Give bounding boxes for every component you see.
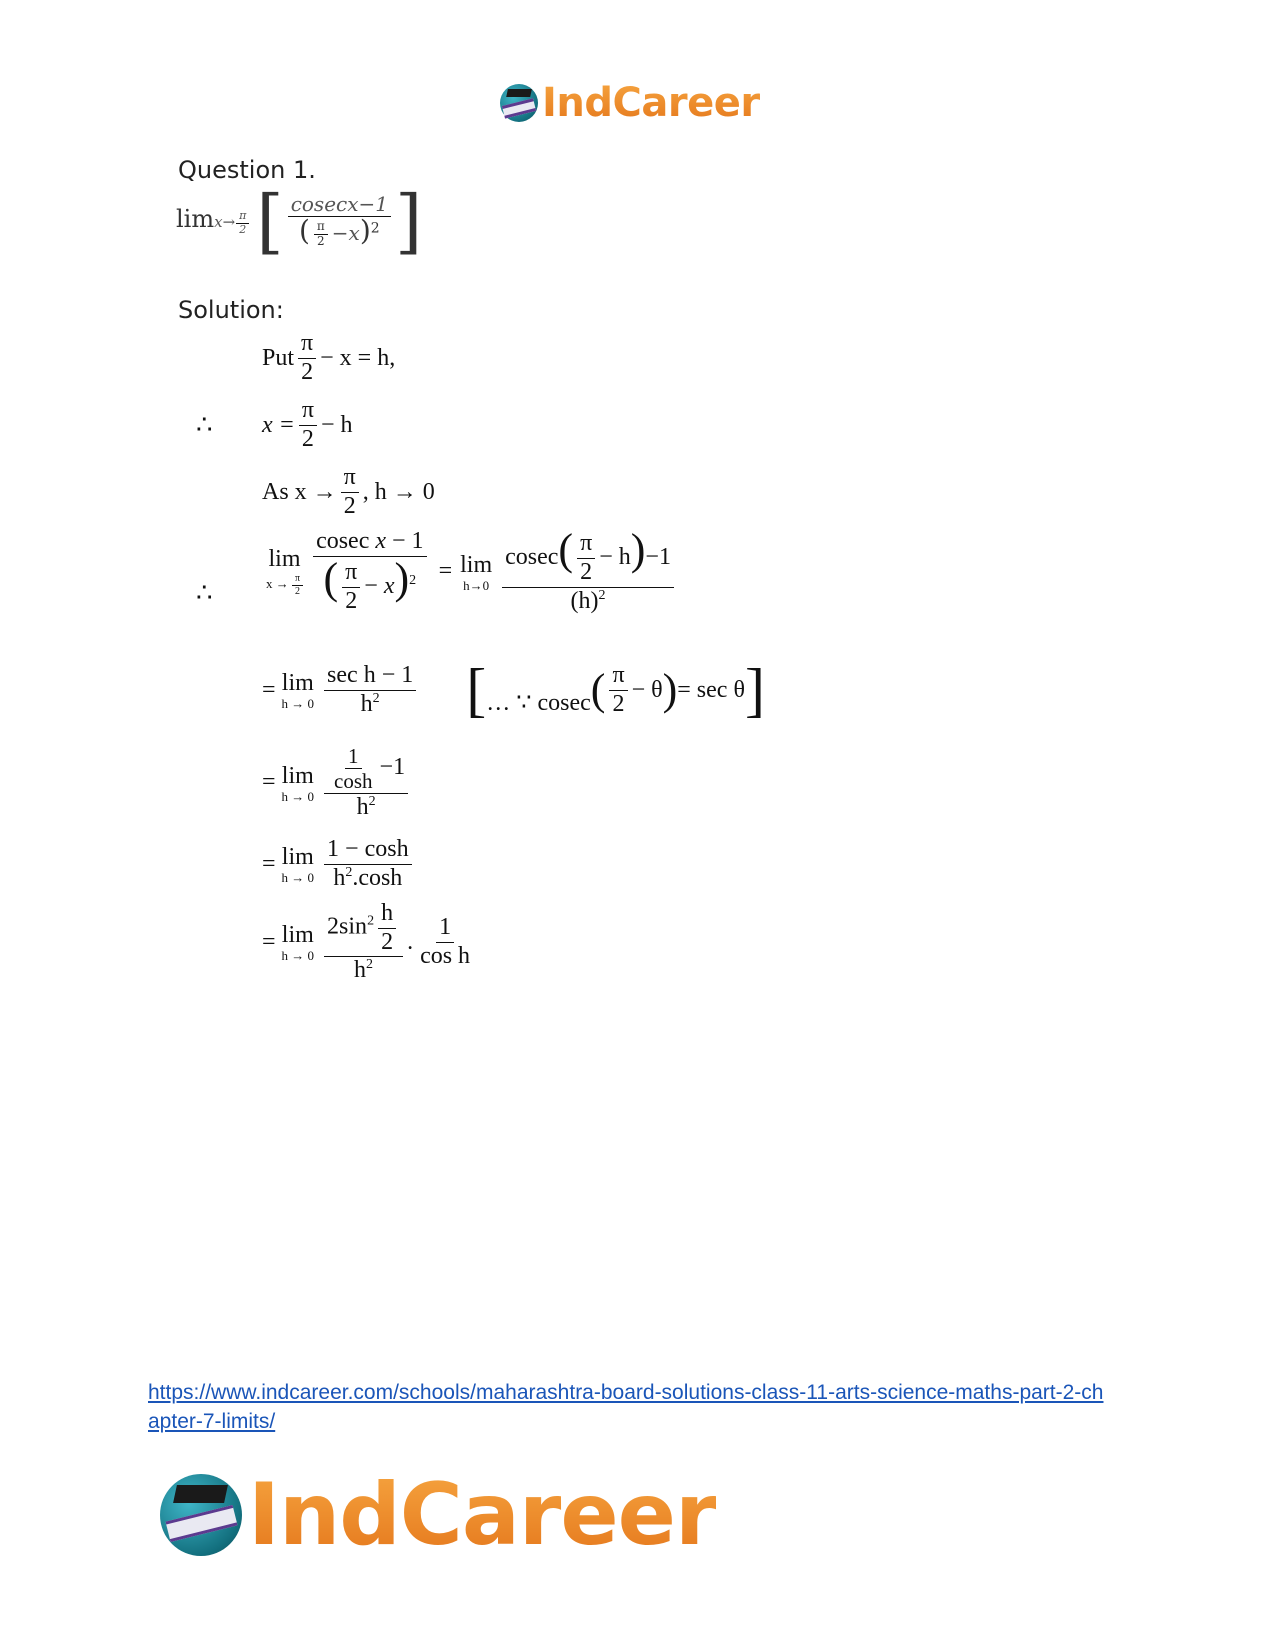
- identity-note-suffix: = sec θ: [677, 676, 745, 703]
- step-rewrite-limit: lim x → $\frac{\pi}{2}$ cosec x − 1 ( $\frac{\pi}{2}$ − x)$^2$ = lim h→0 cosec( $\frac{\pi}{2}$ − h)−1 $(h)^2$: [266, 528, 678, 615]
- question-expression: lim x→ $\frac{\pi}{2}$ [ cosecx−1 ( $\frac{\pi}{2}$ −x)$^2$ ]: [176, 180, 423, 262]
- graduation-cap-icon: [160, 1474, 242, 1556]
- step-half-angle: = lim h → 0 $2\sin^2$ $\frac{h}{2}$ $h^2$ . $\frac{1}{\text{cos h}}$: [262, 900, 471, 984]
- step2-rhs: − h: [320, 411, 353, 438]
- solution-label: Solution:: [178, 296, 284, 324]
- step-limit-condition: As x → $\frac{\pi}{2}$ , h → 0: [262, 464, 435, 519]
- identity-note-prefix: [… ∵ cosec: [466, 657, 591, 723]
- step3-text: As x →: [262, 478, 337, 505]
- step-simplified: = lim h → 0 $\frac{1 - \cosh}{h^2.\cosh}$: [262, 836, 416, 892]
- step3-rhs: , h → 0: [362, 478, 435, 505]
- source-url-link[interactable]: https://www.indcareer.com/schools/maharashtra-board-solutions-class-11-arts-science-maths-part-2-chapter-7-limits/: [148, 1381, 1104, 1433]
- indcareer-logo-top: [500, 80, 760, 126]
- logo-text: IndCareer: [542, 80, 760, 126]
- put-text: Put: [262, 344, 295, 371]
- indcareer-logo-bottom: [160, 1465, 716, 1565]
- graduation-cap-icon: [500, 84, 538, 122]
- step1-rhs: − x = h,: [320, 344, 396, 371]
- question-label: Question 1.: [178, 156, 316, 184]
- step-substitution: Put $\frac{\pi}{2}$ − x = h,: [262, 330, 396, 385]
- therefore-symbol: ∴: [196, 410, 213, 439]
- step-sec-form: = lim h → 0 $\frac{\text{sec h − 1}}{h^2}$ [… ∵ cosec ( $\frac{\pi}{2}$ − θ ) = sec θ ]: [262, 657, 765, 723]
- step2-lhs: x =: [262, 411, 295, 438]
- step-x-value: x = $\frac{\pi}{2}$ − h: [262, 397, 353, 452]
- therefore-symbol-2: ∴: [196, 578, 213, 607]
- logo-text-large: IndCareer: [248, 1465, 717, 1565]
- step-cos-reciprocal: = lim h → 0 $\frac{1}{\cosh}$ −1 $h^2$: [262, 744, 412, 822]
